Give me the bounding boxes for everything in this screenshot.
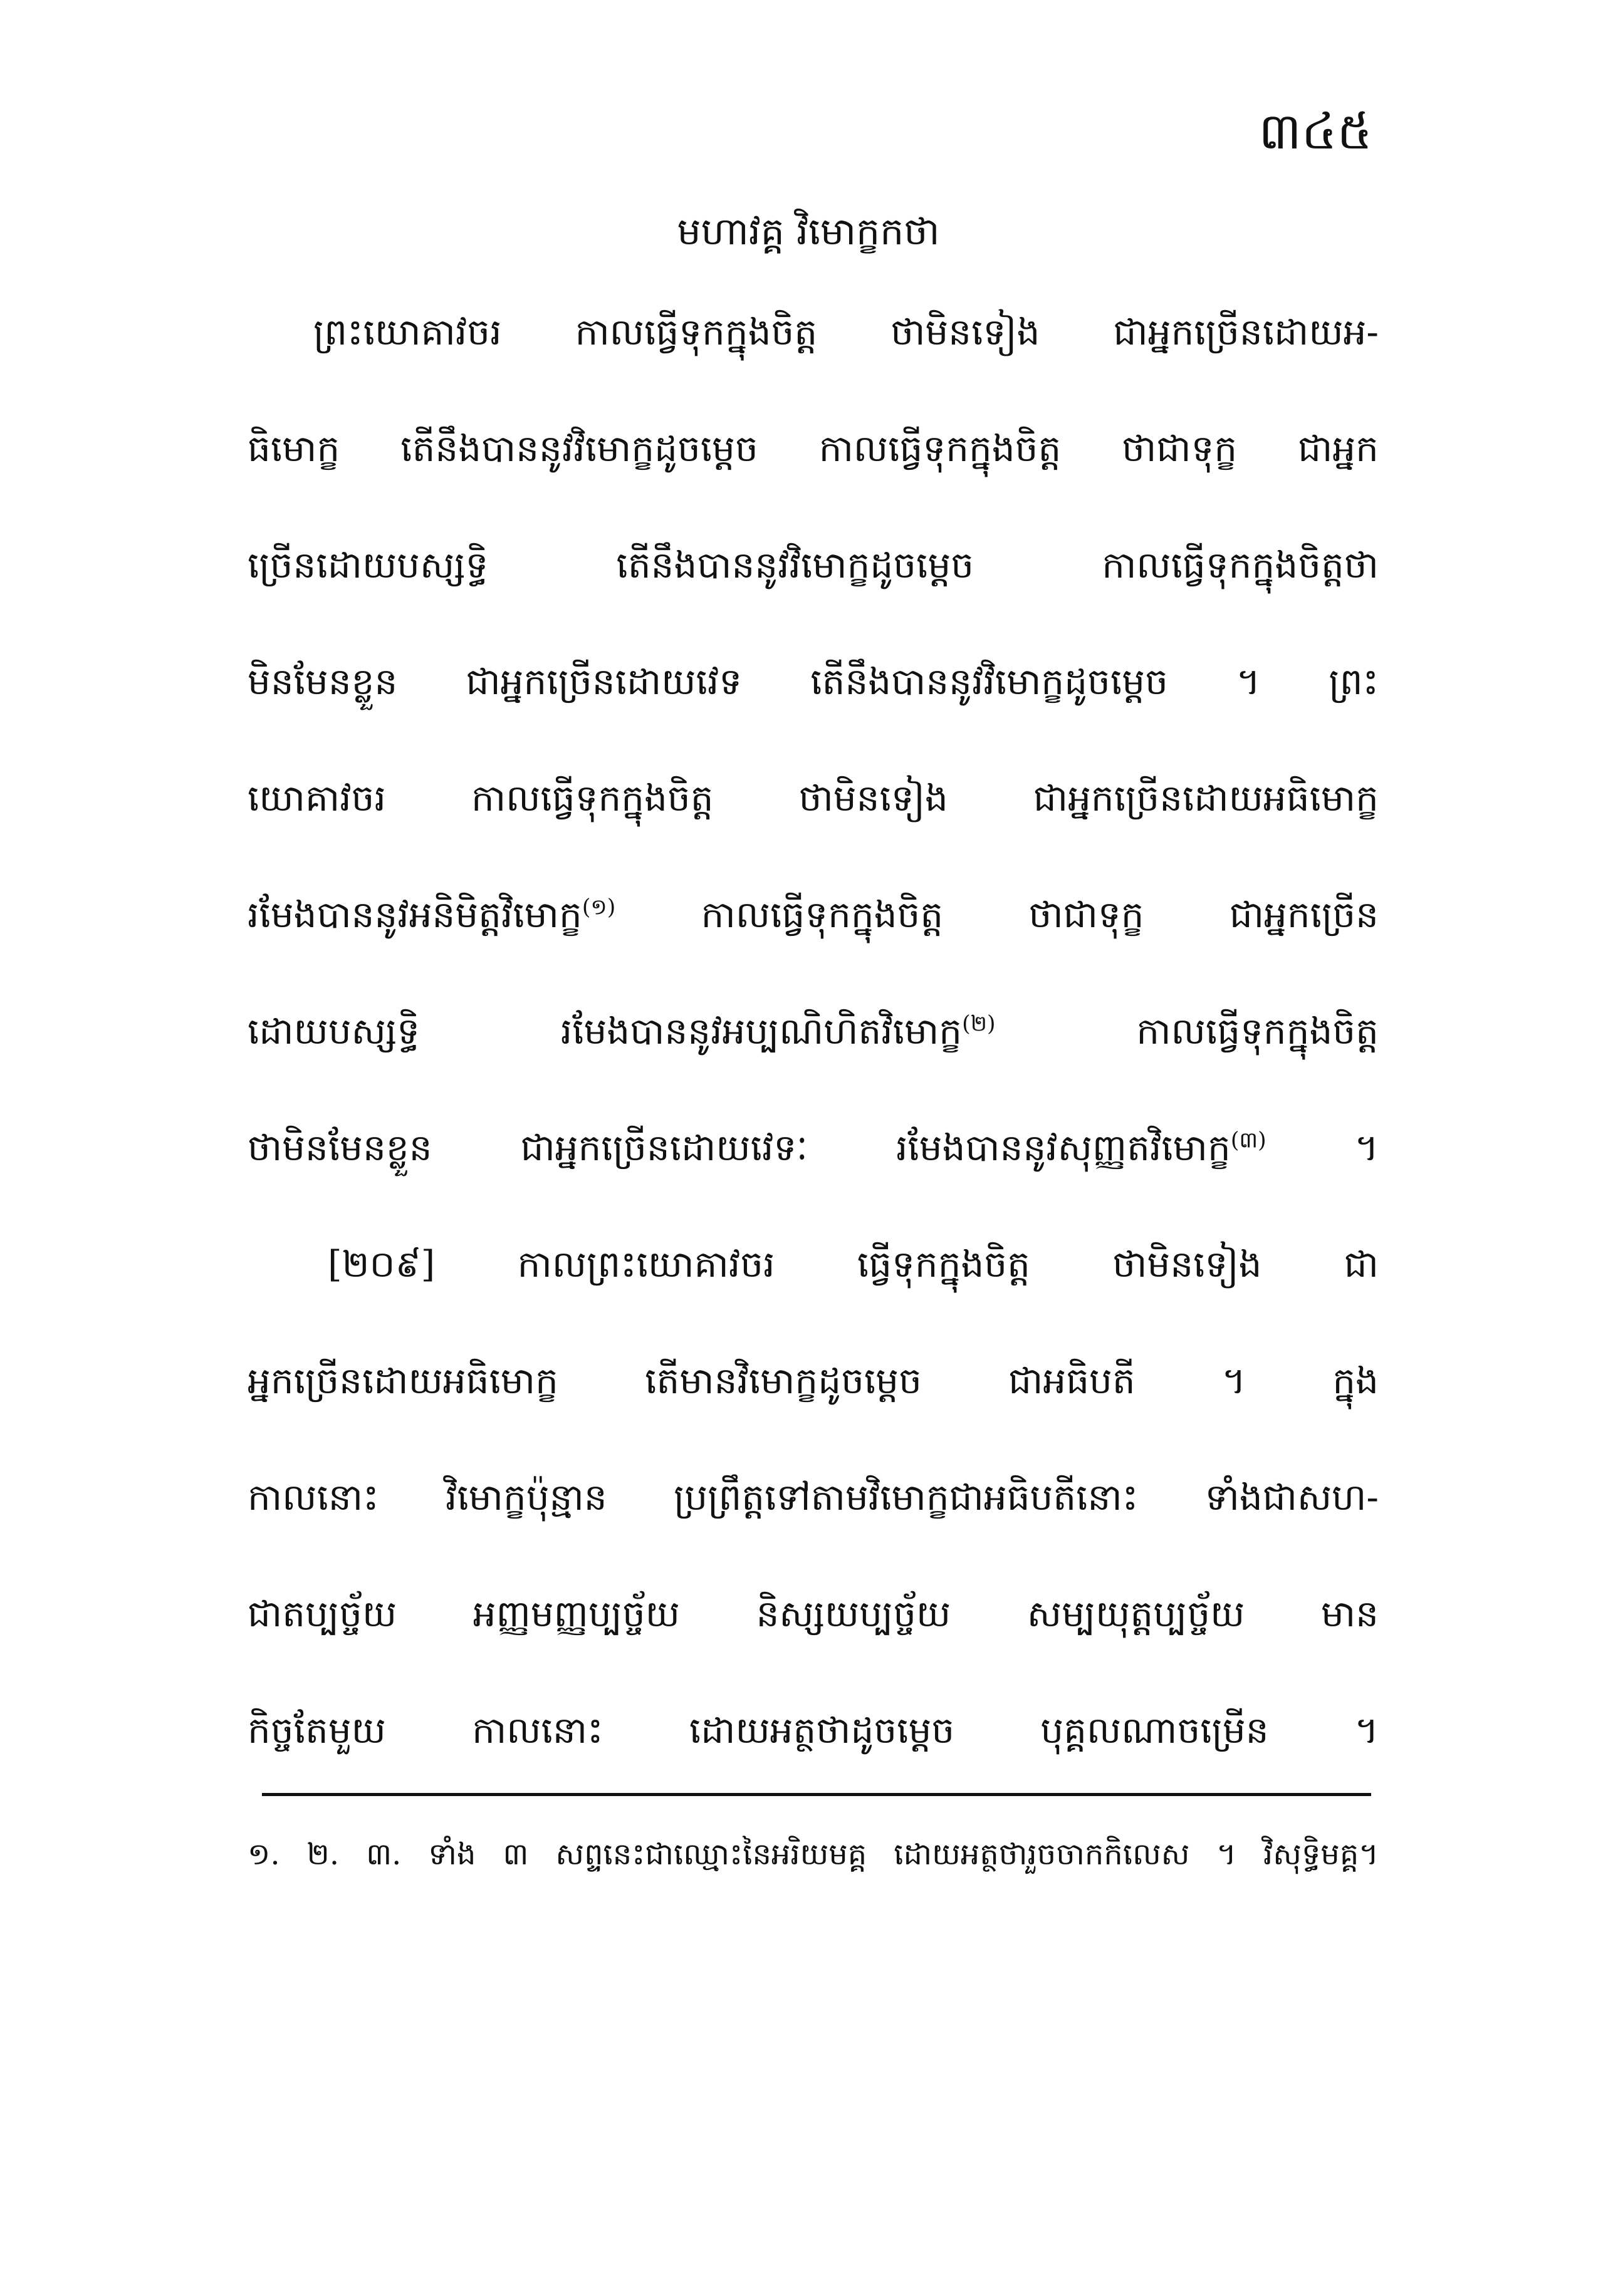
body-line-text: រមែងបាននូវអនិមិត្តវិមោក្ខ (248, 893, 582, 936)
footnote-divider (262, 1793, 1371, 1796)
body-line-text: [២០៩] កាលព្រះយោគាវចរ ធ្វើទុកក្នុងចិត្ត ថាមិនទៀង ជា (328, 1243, 1379, 1286)
body-line-text: កាលធ្វើទុកក្នុងចិត្ត (995, 1010, 1379, 1052)
footnote-ref: (៣) (1230, 1128, 1266, 1153)
body-line (248, 871, 1379, 958)
body-line (248, 288, 1379, 376)
body-line (248, 754, 1379, 842)
body-line-text: ច្រើនដោយបស្សទ្ធិ តើនឹងបាននូវវិមោក្ខដូចម្តេច កាលធ្វើទុកក្នុងចិត្តថា (248, 544, 1379, 586)
page-number: ៣៤៥ (1258, 102, 1372, 160)
body-line (248, 405, 1379, 492)
body-line (248, 1104, 1379, 1192)
footnote-ref: (២) (962, 1011, 996, 1037)
chapter-heading: មហាវគ្គ វិមោក្ខកថា (677, 210, 940, 254)
body-line-text: ជាតប្បច្ច័យ អញ្ញមញ្ញប្បច្ច័យ និស្សយប្បច្ច័យ សម្បយុត្តប្បច្ច័យ មាន (248, 1592, 1379, 1635)
body-line-text: ធិមោក្ខ តើនឹងបាននូវវិមោក្ខដូចម្តេច កាលធ្វើទុកក្នុងចិត្ត ថាជាទុក្ខ ជាអ្នក (248, 427, 1379, 470)
body-line-text: កិច្ចតែមួយ កាលនោះ ដោយអត្ថថាដូចម្តេច បុគ្គលណាចម្រើន ។ (248, 1709, 1379, 1752)
body-line (248, 1686, 1379, 1774)
body-line (248, 1453, 1379, 1541)
body-line (248, 1570, 1379, 1658)
body-line-text: ។ (1266, 1126, 1379, 1169)
body-line-text: ព្រះយោគាវចរ កាលធ្វើទុកក្នុងចិត្ត ថាមិនទៀង ជាអ្នកច្រើនដោយអ- (313, 311, 1379, 353)
body-line-text: អ្នកច្រើនដោយអធិមោក្ខ តើមានវិមោក្ខដូចម្តេច ជាអធិបតី ។ ក្នុង (248, 1359, 1379, 1402)
body-line (248, 638, 1379, 725)
body-line-text: យោគាវចរ កាលធ្វើទុកក្នុងចិត្ត ថាមិនទៀង ជាអ្នកច្រើនដោយអធិមោក្ខ (248, 777, 1379, 819)
body-line-text: ដោយបស្សទ្ធិ រមែងបាននូវអប្បណិហិតវិមោក្ខ (248, 1010, 963, 1052)
body-line (248, 1220, 1379, 1308)
footnote-text: ១. ២. ៣. ទាំង ៣ សព្ទនេះជាឈ្មោះនៃអរិយមគ្គ ដោយអត្ថថារួចចាកកិលេស ។ វិសុទ្ធិមគ្គ។ (248, 1837, 1379, 1872)
body-line (248, 987, 1379, 1075)
body-line-text: ថាមិនមែនខ្លួន ជាអ្នកច្រើនដោយវេទៈ រមែងបាននូវសុញ្ញតវិមោក្ខ (248, 1126, 1231, 1169)
body-line (248, 1337, 1379, 1425)
body-line-text: មិនមែនខ្លួន ជាអ្នកច្រើនដោយវេទ តើនឹងបាននូវវិមោក្ខដូចម្តេច ។ ព្រះ (248, 660, 1379, 703)
body-line-text: កាលធ្វើទុកក្នុងចិត្ត ថាជាទុក្ខ ជាអ្នកច្រើន (615, 893, 1379, 936)
body-line-text: កាលនោះ វិមោក្ខប៉ុន្មាន ប្រព្រឹត្តទៅតាមវិមោក្ខជាអធិបតីនោះ ទាំងជាសហ- (248, 1476, 1379, 1519)
body-line (248, 521, 1379, 609)
footnote-ref: (១) (582, 895, 616, 920)
